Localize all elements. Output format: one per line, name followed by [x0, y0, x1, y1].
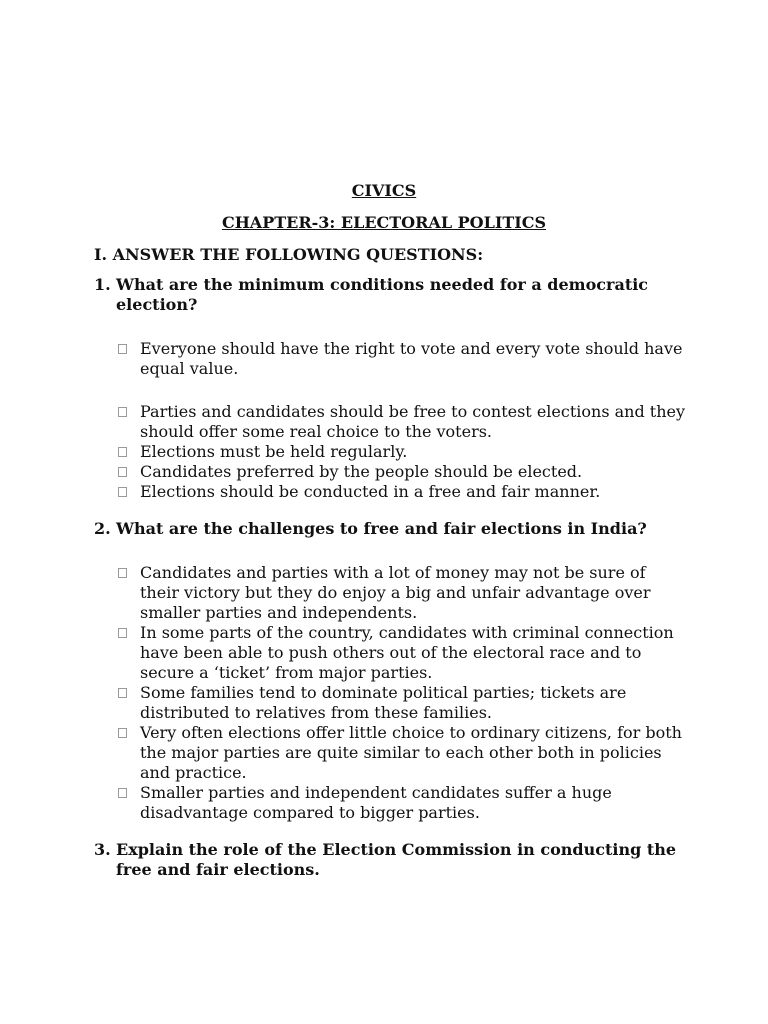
question-2 [94, 519, 694, 539]
question-1 [94, 275, 694, 315]
answer-text: Smaller parties and independent candidates suffer a huge disadvantage compared to bigger parties. [140, 783, 612, 822]
bullet-icon [118, 407, 127, 417]
question-number: 2. [94, 519, 111, 538]
answer-text: Candidates and parties with a lot of money may not be sure of their victory but they do enjoy a big and unfair advantage over smaller parties and independents. [140, 563, 651, 622]
answer-text: Elections must be held regularly. [140, 442, 408, 461]
question-number: 1. [94, 275, 111, 294]
list-item [116, 462, 686, 482]
answer-text: Elections should be conducted in a free and fair manner. [140, 482, 601, 501]
question-text: What are the challenges to free and fair elections in India? [116, 519, 647, 538]
answer-text: Everyone should have the right to vote and every vote should have equal value. [140, 339, 683, 378]
list-item [116, 442, 686, 462]
answer-text: Parties and candidates should be free to contest elections and they should offer some real choice to the voters. [140, 402, 686, 441]
list-item [116, 723, 686, 783]
answer-text: In some parts of the country, candidates with criminal connection have been able to push others out of the electoral race and to secure a ‘ticket’ from major parties. [140, 623, 674, 682]
subject-heading: CIVICS [351, 181, 417, 200]
answer-text: Very often elections offer little choice to ordinary citizens, for both the major parties are quite similar to each other both in policies and practice. [140, 723, 682, 782]
question-text: Explain the role of the Election Commission in conducting the free and fair elections. [116, 840, 677, 879]
question-number: 3. [94, 840, 111, 859]
answer-text: Some families tend to dominate political parties; tickets are distributed to relatives from these families. [140, 683, 627, 722]
answer-list-2 [116, 563, 686, 823]
list-item [116, 783, 686, 823]
bullet-icon [118, 344, 127, 354]
question-text: What are the minimum conditions needed for a democratic election? [116, 275, 649, 314]
bullet-icon [118, 688, 127, 698]
list-item [116, 339, 686, 379]
bullet-icon [118, 447, 127, 457]
list-item [116, 402, 686, 442]
bullet-icon [118, 487, 127, 497]
list-item [116, 482, 686, 502]
bullet-icon [118, 728, 127, 738]
list-item [116, 683, 686, 723]
bullet-icon [118, 467, 127, 477]
section-heading: I. ANSWER THE FOLLOWING QUESTIONS: [94, 245, 484, 264]
list-item [116, 563, 686, 623]
chapter-heading: CHAPTER-3: ELECTORAL POLITICS [221, 213, 547, 232]
list-item [116, 623, 686, 683]
bullet-icon [118, 628, 127, 638]
question-3 [94, 840, 694, 880]
answer-text: Candidates preferred by the people should be elected. [140, 462, 583, 481]
answer-list-1 [116, 339, 686, 502]
bullet-icon [118, 568, 127, 578]
bullet-icon [118, 788, 127, 798]
